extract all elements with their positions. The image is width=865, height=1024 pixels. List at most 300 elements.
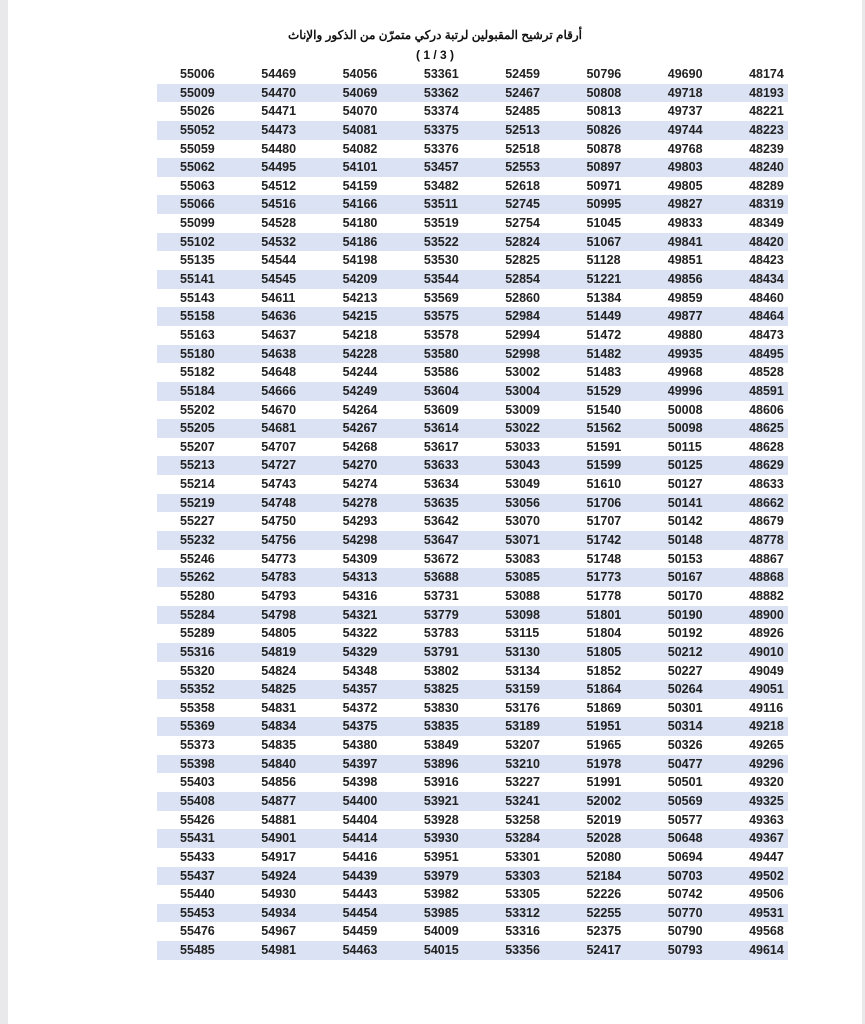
table-cell: 54380	[342, 738, 378, 753]
table-cell: 54637	[261, 327, 297, 342]
table-cell: 53830	[423, 700, 459, 715]
table-cell: 53783	[423, 626, 459, 641]
table-cell: 55066	[180, 197, 215, 212]
table-cell: 55102	[180, 234, 215, 249]
table-cell: 51805	[586, 644, 622, 659]
table-cell: 53071	[505, 533, 540, 548]
table-cell: 54743	[261, 477, 297, 492]
table-cell: 53604	[423, 383, 459, 398]
table-cell: 50569	[667, 793, 703, 808]
table-cell: 49744	[667, 122, 703, 137]
table-row	[157, 251, 788, 270]
table-cell: 54516	[261, 197, 297, 212]
table-cell: 53241	[505, 793, 540, 808]
table-cell: 54180	[342, 216, 378, 231]
table-row	[157, 717, 788, 736]
table-row	[157, 904, 788, 923]
candidate-number-table	[157, 65, 788, 960]
table-cell: 55205	[180, 421, 215, 436]
table-cell: 54186	[342, 234, 378, 249]
table-cell: 53130	[505, 644, 540, 659]
table-cell: 53779	[423, 607, 459, 622]
table-row	[157, 195, 788, 214]
document-title-block	[8, 28, 862, 62]
table-cell: 52854	[505, 272, 540, 287]
table-cell: 54967	[261, 924, 297, 939]
table-cell: 53688	[423, 570, 459, 585]
table-row	[157, 289, 788, 308]
table-cell: 54881	[261, 812, 297, 827]
table-cell: 54793	[261, 588, 297, 603]
table-cell: 51852	[586, 663, 622, 678]
table-cell: 50703	[667, 868, 703, 883]
table-cell: 48423	[749, 253, 784, 268]
table-cell: 55398	[180, 756, 215, 771]
table-cell: 51773	[586, 570, 622, 585]
table-cell: 53921	[423, 793, 459, 808]
table-cell: 49968	[667, 365, 703, 380]
table-cell: 55099	[180, 216, 215, 231]
table-cell: 54856	[261, 775, 297, 790]
table-cell: 54638	[261, 346, 297, 361]
table-row	[157, 494, 788, 513]
table-cell: 51742	[586, 533, 622, 548]
table-cell: 53258	[505, 812, 540, 827]
table-cell: 54877	[261, 793, 297, 808]
table-cell: 49833	[667, 216, 703, 231]
table-row	[157, 531, 788, 550]
table-cell: 53009	[505, 402, 540, 417]
table-cell: 53835	[423, 719, 459, 734]
table-cell: 54528	[261, 216, 297, 231]
table-cell: 53982	[423, 887, 459, 902]
table-cell: 49805	[667, 178, 703, 193]
table-cell: 54218	[342, 327, 378, 342]
table-cell: 49218	[749, 719, 784, 734]
table-row	[157, 345, 788, 364]
table-cell: 53802	[423, 663, 459, 678]
table-cell: 51483	[586, 365, 622, 380]
table-cell: 48633	[749, 477, 784, 492]
table-cell: 53979	[423, 868, 459, 883]
table-cell: 48629	[749, 458, 784, 473]
table-cell: 55158	[180, 309, 215, 324]
table-cell: 50648	[667, 831, 703, 846]
table-cell: 55213	[180, 458, 215, 473]
table-cell: 55202	[180, 402, 215, 417]
table-cell: 55214	[180, 477, 215, 492]
table-cell: 55289	[180, 626, 215, 641]
table-cell: 54545	[261, 272, 297, 287]
table-cell: 55373	[180, 738, 215, 753]
table-row	[157, 121, 788, 140]
table-cell: 50826	[586, 122, 622, 137]
table-cell: 53056	[505, 495, 540, 510]
table-cell: 53210	[505, 756, 540, 771]
table-cell: 48606	[749, 402, 784, 417]
table-cell: 48240	[749, 160, 784, 175]
table-cell: 53519	[423, 216, 459, 231]
table-cell: 55063	[180, 178, 215, 193]
table-cell: 54480	[261, 141, 297, 156]
table-cell: 55135	[180, 253, 215, 268]
table-cell: 52984	[505, 309, 540, 324]
table-cell: 53544	[423, 272, 459, 287]
table-cell: 50878	[586, 141, 622, 156]
table-cell: 54670	[261, 402, 297, 417]
table-cell: 55052	[180, 122, 215, 137]
table-cell: 51591	[586, 439, 622, 454]
table-cell: 54611	[261, 290, 296, 305]
table-cell: 55485	[180, 943, 215, 958]
table-row	[157, 84, 788, 103]
table-cell: 48867	[749, 551, 784, 566]
table-cell: 55369	[180, 719, 215, 734]
table-cell: 50770	[667, 905, 703, 920]
table-cell: 48528	[749, 365, 784, 380]
table-cell: 52226	[586, 887, 622, 902]
table-cell: 50008	[667, 402, 703, 417]
table-cell: 48464	[749, 309, 784, 324]
table-cell: 51067	[586, 234, 622, 249]
table-row	[157, 65, 788, 84]
table-cell: 55262	[180, 570, 215, 585]
table-cell: 54495	[261, 160, 297, 175]
table-row	[157, 270, 788, 289]
table-cell: 49568	[749, 924, 784, 939]
table-cell: 53070	[505, 514, 540, 529]
table-cell: 52417	[586, 943, 622, 958]
table-cell: 53896	[423, 756, 459, 771]
table-cell: 54321	[342, 607, 378, 622]
table-cell: 51540	[586, 402, 622, 417]
table-cell: 54727	[261, 458, 297, 473]
table-cell: 55433	[180, 849, 215, 864]
table-cell: 48239	[749, 141, 784, 156]
table-row	[157, 512, 788, 531]
table-row	[157, 382, 788, 401]
table-cell: 52485	[505, 104, 540, 119]
table-cell: 50796	[586, 67, 622, 81]
table-cell: 54198	[342, 253, 378, 268]
table-row	[157, 419, 788, 438]
table-cell: 49531	[749, 905, 784, 920]
table-cell: 50897	[586, 160, 622, 175]
table-cell: 50808	[586, 85, 622, 100]
table-cell: 54648	[261, 365, 297, 380]
table-cell: 51869	[586, 700, 622, 715]
table-cell: 55437	[180, 868, 215, 883]
table-cell: 54512	[261, 178, 297, 193]
table-cell: 53791	[423, 644, 459, 659]
table-cell: 52618	[505, 178, 540, 193]
table-cell: 53284	[505, 831, 540, 846]
table-cell: 54213	[342, 290, 378, 305]
table-cell: 52028	[586, 831, 622, 846]
table-cell: 53375	[423, 122, 459, 137]
page-indicator: ( 1 / 3 )	[415, 48, 454, 62]
table-cell: 52019	[586, 812, 622, 827]
table-row	[157, 140, 788, 159]
table-cell: 55141	[180, 272, 215, 287]
table-cell: 51978	[586, 756, 622, 771]
table-row	[157, 680, 788, 699]
table-cell: 53647	[423, 533, 459, 548]
table-cell: 53088	[505, 588, 540, 603]
table-row	[157, 811, 788, 830]
table-cell: 49827	[667, 197, 703, 212]
table-cell: 54082	[342, 141, 378, 156]
table-cell: 54015	[423, 943, 459, 958]
table-cell: 48223	[749, 122, 784, 137]
table-cell: 55403	[180, 775, 215, 790]
table-cell: 49447	[749, 849, 784, 864]
table-cell: 54070	[342, 104, 378, 119]
table-cell: 49265	[749, 738, 784, 753]
table-cell: 55440	[180, 887, 215, 902]
table-cell: 50742	[667, 887, 703, 902]
table-cell: 54707	[261, 439, 297, 454]
table-cell: 51965	[586, 738, 622, 753]
table-cell: 49877	[667, 309, 703, 324]
table-row	[157, 755, 788, 774]
table-row	[157, 792, 788, 811]
table-row	[157, 662, 788, 681]
table-cell: 48591	[749, 383, 784, 398]
table-cell: 54934	[261, 905, 297, 920]
table-row	[157, 736, 788, 755]
table-cell: 55476	[180, 924, 215, 939]
table-cell: 53361	[423, 67, 459, 81]
table-cell: 53569	[423, 290, 459, 305]
table-cell: 54268	[342, 439, 378, 454]
table-cell: 49010	[749, 644, 784, 659]
table-cell: 54278	[342, 495, 378, 510]
table-cell: 50153	[667, 551, 703, 566]
table-cell: 53482	[423, 178, 459, 193]
table-cell: 54473	[261, 122, 297, 137]
table-cell: 48221	[749, 104, 784, 119]
table-cell: 54748	[261, 495, 297, 510]
table-row	[157, 475, 788, 494]
table-cell: 53002	[505, 365, 540, 380]
table-cell: 53522	[423, 234, 459, 249]
table-cell: 54824	[261, 663, 297, 678]
table-cell: 53530	[423, 253, 459, 268]
table-row	[157, 363, 788, 382]
table-cell: 52824	[505, 234, 540, 249]
table-cell: 55246	[180, 551, 215, 566]
table-cell: 54469	[261, 67, 297, 81]
table-cell: 53985	[423, 905, 459, 920]
table-cell: 50098	[667, 421, 703, 436]
table-cell: 51706	[586, 495, 622, 510]
table-cell: 54159	[342, 178, 378, 193]
table-cell: 50148	[667, 533, 703, 548]
table-cell: 50501	[667, 775, 703, 790]
table-cell: 49851	[667, 253, 703, 268]
table-cell: 53207	[505, 738, 540, 753]
table-cell: 49841	[667, 234, 703, 249]
table-row	[157, 922, 788, 941]
table-cell: 54416	[342, 849, 378, 864]
table-cell: 53176	[505, 700, 540, 715]
table-cell: 50301	[667, 700, 703, 715]
table-cell: 54329	[342, 644, 378, 659]
table-cell: 55219	[180, 495, 215, 510]
table-cell: 54924	[261, 868, 297, 883]
table-cell: 55062	[180, 160, 215, 175]
table-cell: 51610	[586, 477, 622, 492]
table-cell: 53098	[505, 607, 540, 622]
table-cell: 51804	[586, 626, 622, 641]
table-cell: 52825	[505, 253, 540, 268]
table-cell: 54454	[342, 905, 378, 920]
table-row	[157, 102, 788, 121]
table-cell: 51384	[586, 290, 622, 305]
table-cell: 55352	[180, 682, 215, 697]
table-cell: 52754	[505, 216, 540, 231]
table-cell: 51449	[586, 309, 622, 324]
table-cell: 53951	[423, 849, 459, 864]
table-row	[157, 568, 788, 587]
table-cell: 53575	[423, 309, 459, 324]
table-cell: 55320	[180, 663, 215, 678]
table-cell: 50694	[667, 849, 703, 864]
table-cell: 54666	[261, 383, 297, 398]
table-cell: 55184	[180, 383, 215, 398]
table-cell: 52994	[505, 327, 540, 342]
table-cell: 50170	[667, 588, 703, 603]
table-row	[157, 587, 788, 606]
table-cell: 53634	[423, 477, 459, 492]
table-cell: 51221	[586, 272, 622, 287]
table-cell: 54209	[342, 272, 378, 287]
table-cell: 51529	[586, 383, 622, 398]
table-cell: 48900	[749, 607, 784, 622]
table-cell: 53374	[423, 104, 459, 119]
table-cell: 49718	[667, 85, 703, 100]
table-cell: 52518	[505, 141, 540, 156]
table-cell: 54917	[261, 849, 297, 864]
table-cell: 54316	[342, 588, 378, 603]
table-cell: 54322	[342, 626, 378, 641]
table-cell: 49935	[667, 346, 703, 361]
table-cell: 54348	[342, 663, 378, 678]
table-cell: 55316	[180, 644, 215, 659]
table-cell: 54750	[261, 514, 297, 529]
table-cell: 53635	[423, 495, 459, 510]
table-cell: 54397	[342, 756, 378, 771]
table-cell: 54274	[342, 477, 378, 492]
table-cell: 48434	[749, 272, 784, 287]
table-cell: 53580	[423, 346, 459, 361]
table-cell: 53303	[505, 868, 540, 883]
table-cell: 50142	[667, 514, 703, 529]
table-cell: 55426	[180, 812, 215, 827]
table-cell: 49367	[749, 831, 784, 846]
table-cell: 55059	[180, 141, 215, 156]
table-cell: 50125	[667, 458, 703, 473]
table-row	[157, 867, 788, 886]
table-cell: 53642	[423, 514, 459, 529]
table-cell: 53614	[423, 421, 459, 436]
table-cell: 51951	[586, 719, 622, 734]
table-cell: 52080	[586, 849, 622, 864]
table-cell: 53085	[505, 570, 540, 585]
table-cell: 54404	[342, 812, 378, 827]
table-cell: 54834	[261, 719, 297, 734]
table-cell: 48926	[749, 626, 784, 641]
table-cell: 54756	[261, 533, 297, 548]
table-cell: 50790	[667, 924, 703, 939]
table-cell: 54532	[261, 234, 297, 249]
table-cell: 52553	[505, 160, 540, 175]
table-row	[157, 438, 788, 457]
table-cell: 48174	[749, 67, 784, 81]
table-cell: 50190	[667, 607, 703, 622]
table-cell: 53731	[423, 588, 459, 603]
table-cell: 53633	[423, 458, 459, 473]
table-cell: 54313	[342, 570, 378, 585]
table-cell: 49116	[749, 700, 784, 715]
table-cell: 54459	[342, 924, 378, 939]
table-row	[157, 401, 788, 420]
table-cell: 54773	[261, 551, 297, 566]
table-cell: 54372	[342, 700, 378, 715]
table-row	[157, 606, 788, 625]
table-cell: 50971	[586, 178, 622, 193]
table-cell: 51482	[586, 346, 622, 361]
table-cell: 49051	[749, 682, 784, 697]
table-cell: 53586	[423, 365, 459, 380]
table-cell: 48628	[749, 439, 784, 454]
table-row	[157, 643, 788, 662]
table-row	[157, 829, 788, 848]
table-cell: 55182	[180, 365, 215, 380]
table-row	[157, 214, 788, 233]
table-row	[157, 885, 788, 904]
table-cell: 50477	[667, 756, 703, 771]
table-cell: 51045	[586, 216, 622, 231]
table-cell: 55163	[180, 327, 215, 342]
table-cell: 48868	[749, 570, 784, 585]
table-cell: 53312	[505, 905, 540, 920]
table-cell: 53672	[423, 551, 459, 566]
table-cell: 53928	[423, 812, 459, 827]
table-cell: 51707	[586, 514, 622, 529]
table-cell: 54056	[342, 67, 378, 81]
table-cell: 54009	[423, 924, 459, 939]
table-cell: 54267	[342, 421, 378, 436]
table-cell: 48662	[749, 495, 784, 510]
table-cell: 50212	[667, 644, 703, 659]
table-cell: 54398	[342, 775, 378, 790]
table-cell: 53849	[423, 738, 459, 753]
table-cell: 52513	[505, 122, 540, 137]
table-cell: 49506	[749, 887, 784, 902]
table-cell: 54298	[342, 533, 378, 548]
table-cell: 54081	[342, 122, 378, 137]
table-cell: 53227	[505, 775, 540, 790]
table-cell: 54101	[342, 160, 378, 175]
table-cell: 50813	[586, 104, 622, 119]
table-cell: 54357	[342, 682, 378, 697]
table-cell: 50127	[667, 477, 703, 492]
table-cell: 51472	[586, 327, 622, 342]
table-cell: 53159	[505, 682, 540, 697]
table-cell: 54831	[261, 700, 297, 715]
